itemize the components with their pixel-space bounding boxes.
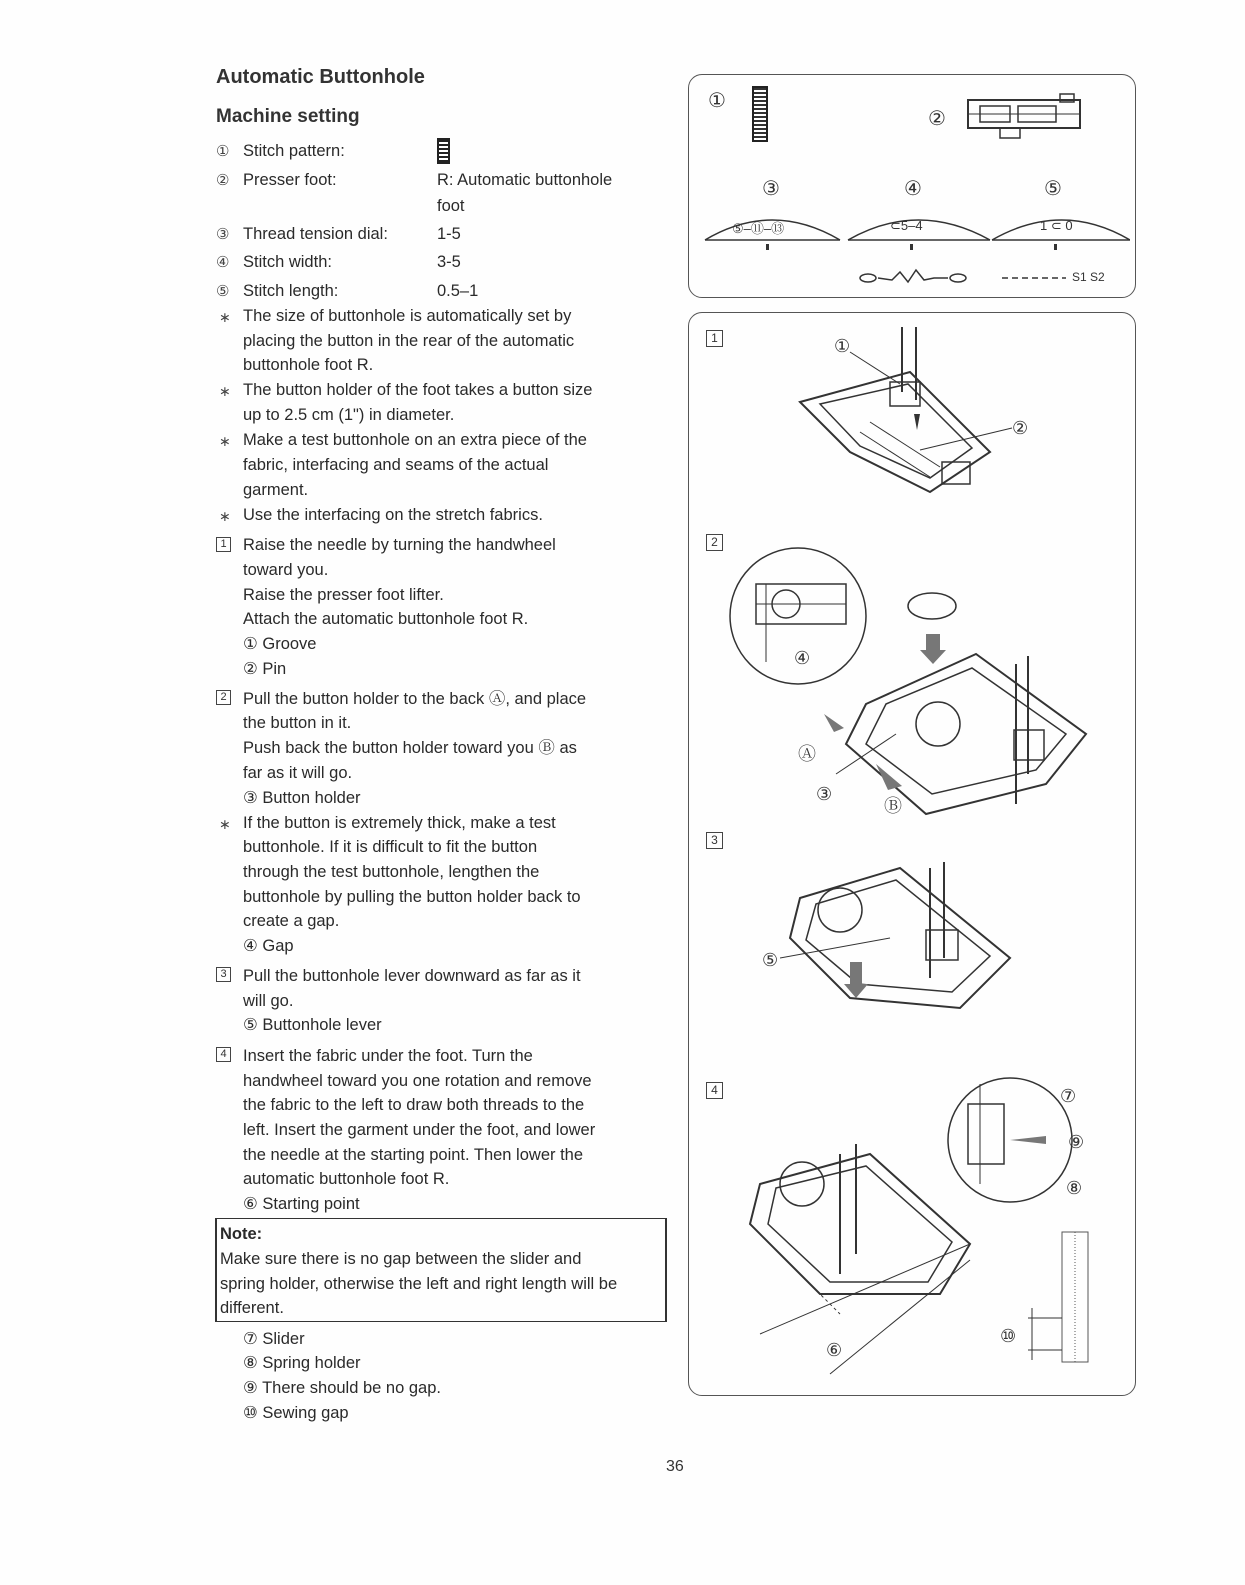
- figure-step-2-tag: 2: [706, 534, 723, 551]
- button-holder-illustration: [726, 544, 1096, 834]
- step-line: ③ Button holder: [243, 789, 361, 807]
- step-line: toward you.: [243, 561, 329, 579]
- legend-item: ⑦ Slider: [243, 1330, 305, 1348]
- bullet-line: Use the interfacing on the stretch fabrics.: [243, 506, 543, 524]
- bullet-line: The button holder of the foot takes a button size: [243, 381, 593, 399]
- step-line: left. Insert the garment under the foot, and lower: [243, 1121, 596, 1139]
- setting-value: 3-5: [437, 253, 461, 271]
- bullet-line: fabric, interfacing and seams of the actual: [243, 456, 549, 474]
- bullet-asterisk: ∗: [219, 383, 231, 399]
- step-line: the needle at the starting point. Then lower the: [243, 1146, 584, 1164]
- bullet-asterisk: ∗: [219, 433, 231, 449]
- step-note-line: If the button is extremely thick, make a test: [243, 814, 556, 832]
- legend-item: ⑩ Sewing gap: [243, 1404, 349, 1422]
- step-line: Push back the button holder toward you Ⓑ as: [243, 739, 577, 757]
- step-line: the fabric to the left to draw both threads to the: [243, 1096, 585, 1114]
- callout: ③: [816, 784, 833, 804]
- step-line: ⑤ Buttonhole lever: [243, 1016, 382, 1034]
- callout: ②: [1012, 418, 1029, 438]
- attach-foot-illustration: [790, 322, 1040, 522]
- page-number: 36: [666, 1458, 684, 1475]
- setting-number: ⑤: [216, 283, 230, 300]
- step-line: automatic buttonhole foot R.: [243, 1170, 450, 1188]
- figure-step-4-tag: 4: [706, 1082, 723, 1099]
- step-2-tag: 2: [216, 690, 231, 705]
- step-note-line: buttonhole by pulling the button holder back to: [243, 888, 581, 906]
- legend-item: ⑧ Spring holder: [243, 1354, 361, 1372]
- bullet-line: buttonhole foot R.: [243, 356, 374, 374]
- step-line: will go.: [243, 992, 294, 1010]
- note-title: Note:: [220, 1225, 263, 1243]
- bullet-line: The size of buttonhole is automatically set by: [243, 307, 572, 325]
- buttonhole-lever-illustration: [780, 858, 1040, 1038]
- note-line: Make sure there is no gap between the slider and: [220, 1250, 582, 1268]
- setting-value: R: Automatic buttonhole: [437, 171, 613, 189]
- step-line: ② Pin: [243, 660, 287, 678]
- note-line: different.: [220, 1299, 284, 1317]
- callout: ⑧: [1066, 1178, 1083, 1198]
- callout: ⑩: [1000, 1326, 1017, 1346]
- setting-value: 1-5: [437, 225, 461, 243]
- step-1-tag: 1: [216, 537, 231, 552]
- length-dial-label: 1 ⊂ 0: [1040, 218, 1073, 233]
- callout: ⑦: [1060, 1086, 1077, 1106]
- setting-number: ②: [216, 172, 230, 189]
- figure-step-1-tag: 1: [706, 330, 723, 347]
- stitch-width-icon: [858, 266, 968, 286]
- bullet-line: Make a test buttonhole on an extra piece of the: [243, 431, 587, 449]
- callout: ①: [834, 336, 851, 356]
- bullet-asterisk: ∗: [219, 309, 231, 325]
- section-title: Automatic Buttonhole: [216, 66, 425, 88]
- step-line: ⑥ Starting point: [243, 1195, 360, 1213]
- callout: ⑤: [762, 950, 779, 970]
- step-line: Raise the needle by turning the handwheel: [243, 536, 556, 554]
- callout: ④: [794, 648, 811, 668]
- step-4-tag: 4: [216, 1047, 231, 1062]
- stitch-pattern-icon: [752, 86, 768, 142]
- legend-item: ⑨ There should be no gap.: [243, 1379, 441, 1397]
- setting-number: ④: [216, 254, 230, 271]
- stitch-length-icon: [1000, 266, 1070, 286]
- figure-number: ③: [762, 178, 780, 200]
- step-line: Raise the presser foot lifter.: [243, 586, 444, 604]
- subsection-title: Machine setting: [216, 106, 360, 127]
- bullet-line: up to 2.5 cm (1") in diameter.: [243, 406, 455, 424]
- setting-label: Stitch pattern:: [243, 142, 345, 160]
- setting-value: foot: [437, 197, 465, 215]
- stitch-pattern-icon: [437, 138, 450, 164]
- setting-label: Presser foot:: [243, 171, 337, 189]
- step-line: Attach the automatic buttonhole foot R.: [243, 610, 529, 628]
- setting-label: Thread tension dial:: [243, 225, 388, 243]
- figure-number: ⑤: [1044, 178, 1062, 200]
- step-note-line: create a gap.: [243, 912, 340, 930]
- setting-value: 0.5–1: [437, 282, 479, 300]
- step-line: the button in it.: [243, 714, 352, 732]
- step-line: ① Groove: [243, 635, 317, 653]
- step-line: Pull the buttonhole lever downward as far as it: [243, 967, 581, 985]
- step-line: Pull the button holder to the back Ⓐ, and place: [243, 690, 587, 708]
- bullet-line: garment.: [243, 481, 309, 499]
- step-line: Insert the fabric under the foot. Turn the: [243, 1047, 533, 1065]
- setting-label: Stitch width:: [243, 253, 332, 271]
- bullet-asterisk: ∗: [219, 816, 231, 832]
- starting-point-illustration: [740, 1074, 1110, 1384]
- figure-number: ④: [904, 178, 922, 200]
- step-line: far as it will go.: [243, 764, 353, 782]
- figure-step-3-tag: 3: [706, 832, 723, 849]
- step-note-line: ④ Gap: [243, 937, 294, 955]
- setting-label: Stitch length:: [243, 282, 339, 300]
- step-note-line: through the test buttonhole, lengthen the: [243, 863, 540, 881]
- figure-number: ①: [708, 90, 726, 112]
- stitch-length-marks: S1 S2: [1072, 270, 1105, 284]
- callout: Ⓐ: [798, 744, 816, 764]
- bullet-asterisk: ∗: [219, 508, 231, 524]
- callout: ⑥: [826, 1340, 843, 1360]
- setting-number: ③: [216, 226, 230, 243]
- width-dial-label: ⊂5–4: [890, 218, 923, 233]
- presser-foot-icon: [960, 90, 1090, 142]
- bullet-line: placing the button in the rear of the automatic: [243, 332, 575, 350]
- callout: Ⓑ: [884, 796, 902, 816]
- callout: ⑨: [1068, 1132, 1085, 1152]
- note-line: spring holder, otherwise the left and right length will be: [220, 1275, 618, 1293]
- tension-dial-label: ⑤–⑪–⑬: [732, 221, 785, 236]
- step-note-line: buttonhole. If it is difficult to fit the button: [243, 838, 538, 856]
- figure-number: ②: [928, 108, 946, 130]
- step-3-tag: 3: [216, 967, 231, 982]
- step-line: handwheel toward you one rotation and remove: [243, 1072, 592, 1090]
- setting-number: ①: [216, 143, 230, 160]
